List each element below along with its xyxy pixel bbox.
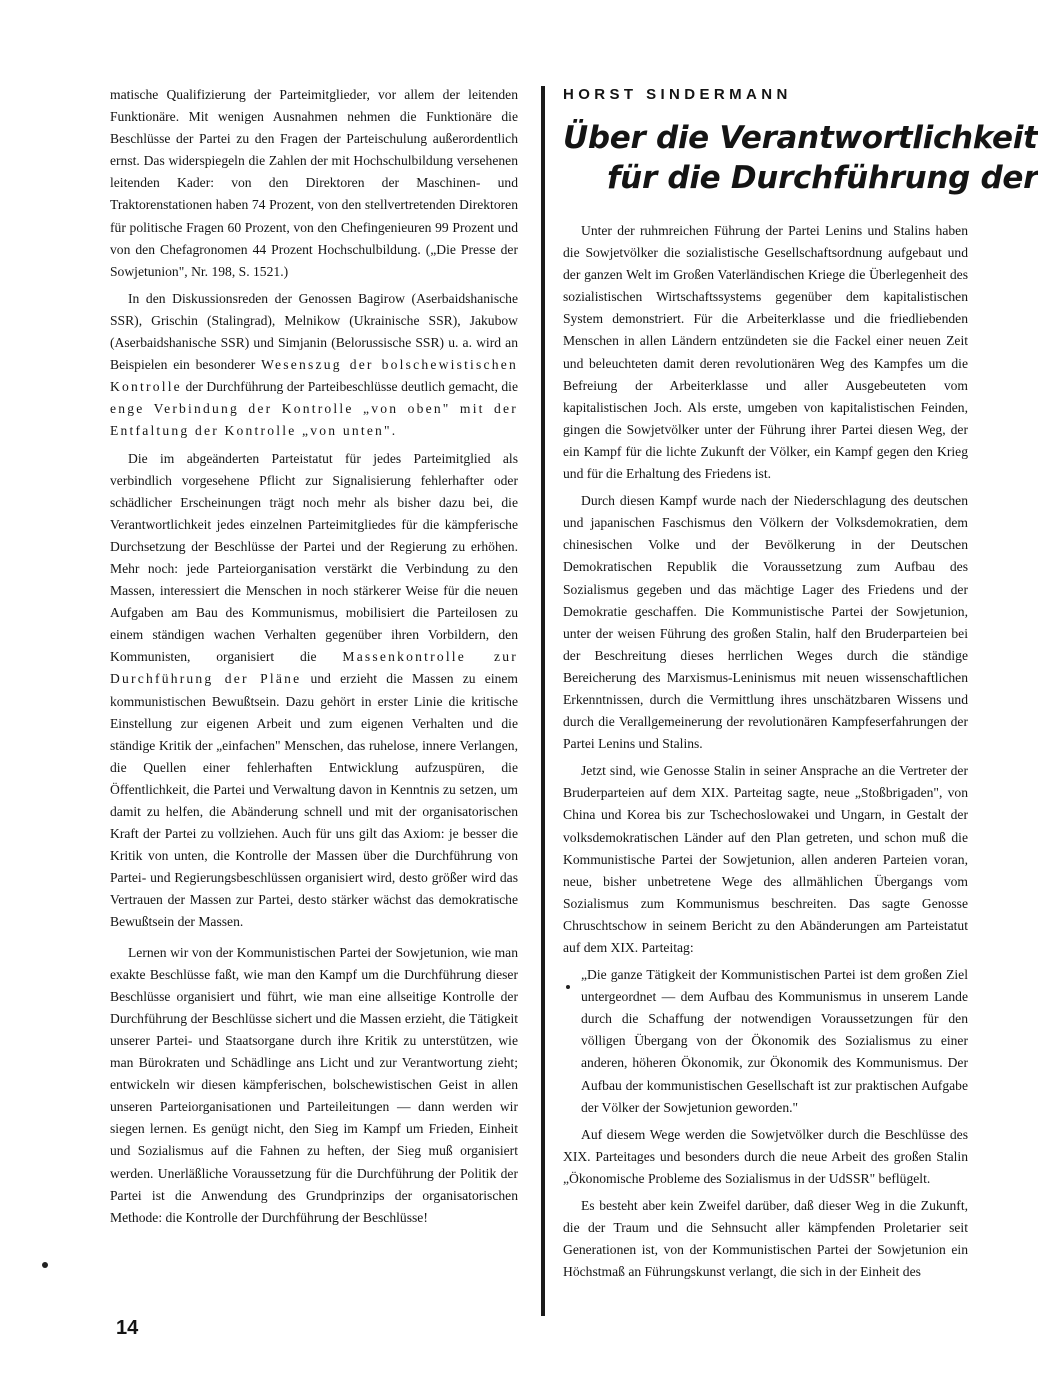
right-paragraph-5: Es besteht aber kein Zweifel darüber, daß dieser Weg in die Zukunft, die der Traum und die Sehnsucht aller kämpfenden Proletarier seit Generationen ist, von der Kommunistischen Partei der Sowjetunion ein Höchstmaß an Führungskunst verlangt, die sich in der Einheit des xyxy=(563,1198,968,1280)
ink-speck xyxy=(42,1262,48,1268)
article-title-line-1: Über die Verantwortlichkeit xyxy=(563,120,1038,156)
right-paragraph-1: Unter der ruhmreichen Führung der Partei Lenins und Stalins haben die Sowjetvölker die sozialistische Gesellschaftsordnung aufgebaut und der ganzen Welt im Großen Vaterländischen Kriege die Überlegenheit des sozialistischen Wirtschaftssystems gegenüber dem kapitalistischen System demonstriert. Für die Arbeiterklasse und die friedliebenden Menschen in allen Ländern entzündeten sie die Fackel einer neuen Zeit und beleuchteten damit deren revolutionären Weg des Kampfes um die Befreiung der Arbeiterklasse und aller Ausgebeuteten vom kapitalistischen Joch. Als erste, umgeben von kapitalistischen Feinden, gingen die Sowjetvölker unter der Führung ihrer Partei diesen Weg, der ein Kampf für die lichte Zukunft der Völker, ein Kampf gegen den Krieg und für die Erhaltung des Friedens ist. xyxy=(563,223,968,482)
left-paragraph-3-text-a: Die im abgeänderten Parteistatut für jedes Parteimitglied als verbindlich vorgesehene Pflicht zur Signalisierung fehlerhafter oder schädlicher Erscheinungen trägt noch mehr als bisher dazu bei, die Verantwortlichkeit jedes einzelnen Parteimitgliedes für die kämpferische Durchsetzung der Beschlüsse der Partei und der Regierung zu erhöhen. Mehr noch: jede Parteiorganisation verstärkt die Verbindung zu den Massen, interessiert die Menschen in noch stärkerer Weise für die neuen Aufgaben am Bau des Kommunismus, mobilisiert die Parteilosen zu einem ständigen wachen Verhalten gegenüber ihren Vorbildern, den Kommunisten, organisiert die xyxy=(110,450,518,665)
spaced-emphasis-2: enge Verbindung der Kontrolle „von oben" mit der Entfaltung der Kontrolle „von unten". xyxy=(110,401,518,439)
quotation-block: „Die ganze Tätigkeit der Kommunistischen Partei ist dem großen Ziel untergeordnet — dem Aufbau des Kommunismus in unserem Lande durch die Schaffung der notwendigen Voraussetzungen für den völligen Übergang von der Ökonomik des Sozialismus zu einer anderen, höheren Ökonomik, zur Ökonomik des Kommunismus. Der Aufbau der kommunistischen Gesellschaft ist zur praktischen Aufgabe der Völker der Sowjetunion geworden." xyxy=(581,967,968,1115)
left-paragraph-3-text-c: und erzieht die Massen zu einem kommunistischen Bewußtsein. Dazu gehört in erster Linie die kritische Einstellung zur eigenen Arbeit und zum eigenen Verhalten und die ständige Kritik der „einfachen" Menschen, das ruhelose, innere Verlangen, die Quellen einer fehlerhaften Entwicklung aufzuspüren, die Öffentlichkeit, die Partei und Verwaltung davon in Kenntnis zu setzen, um damit zu helfen, die Abänderung schnell und mit der organisatorischen Kraft der Partei zu vollziehen. Auch für uns gilt das Axiom: je besser die Kritik von unten, die Kontrolle der Massen über die Durchführung von Partei- und Regierungsbeschlüssen organisiert wird, desto größer wird das Vertrauen der Massen zur Partei, desto stärker wächst das demokratische Bewußtsein der Massen. xyxy=(110,671,519,930)
article-title xyxy=(563,118,1038,198)
left-paragraph-1: matische Qualifizierung der Parteimitglieder, vor allem der leitenden Funktionäre. Mit wenigen Ausnahmen nehmen die Funktionäre die Beschlüsse der Partei zu den Fragen der Parteischulung außerordentlich ernst. Das widerspiegeln die Zahlen der mit Hochschulbildung versehenen leitenden Kader: von den Direktoren der Maschinen- und Traktorenstationen haben 74 Prozent, von den stellvertretenden Direktoren für politische Fragen 60 Prozent, von den Chefingenieuren 99 Prozent und von den Chefagronomen 44 Prozent Hochschulbildung. („Die Presse der Sowjetunion", Nr. 198, S. 1521.) xyxy=(110,87,518,279)
left-paragraph-2-text-c: der Durchführung der Parteibeschlüsse deutlich gemacht, die xyxy=(185,379,518,395)
page-number: 14 xyxy=(116,1317,139,1339)
left-paragraph-2 xyxy=(110,288,518,443)
right-paragraph-3: Jetzt sind, wie Genosse Stalin in seiner Ansprache an die Vertreter der Bruderparteien auf dem XIX. Parteitag sagte, neue „Stoßbrigaden", von China und Korea bis zur Tschechoslowakei und Ungarn, in Gestalt der volksdemokratischen Länder auf den Plan getreten, und schon muß die Kommunistische Partei der Sowjetunion, allen anderen Parteien voran, neue, bisher unbetretene Wege des allmählichen Übergangs vom Sozialismus zum Kommunismus beschreiten. Das sagte Genosse Chruschtschow in seinem Bericht zu den Abänderungen am Parteistatut auf dem XIX. Parteitag: xyxy=(563,763,968,955)
left-paragraph-3 xyxy=(110,448,518,934)
left-paragraph-2-text-a: In den Diskussionsreden der Genossen Bagirow (Aserbaidshanische SSR), Grischin (Stalingrad), Melnikow (Ukrainische SSR), Jakubow (Aserbaidshanische SSR) und Simjanin (Belorussische SSR) u. a. wird an Beispielen ein besonderer xyxy=(110,290,518,373)
ink-speck xyxy=(566,985,570,989)
spaced-emphasis-3: Massenkontrolle zur Durchführung der Pläne xyxy=(110,649,518,687)
right-paragraph-4: Auf diesem Wege werden die Sowjetvölker durch die Beschlüsse des XIX. Parteitages und besonders durch die neue Arbeit des großen Stalin „Ökonomische Probleme des Sozialismus in der UdSSR" beflügelt. xyxy=(563,1126,968,1186)
right-column xyxy=(563,84,1038,1288)
left-column xyxy=(110,84,518,1234)
right-paragraph-2: Durch diesen Kampf wurde nach der Niederschlagung des deutschen und japanischen Faschismus den Völkern der Volksdemokratien, dem chinesischen Volke und der Bevölkerung in der Deutschen Demokratischen Republik die Voraussetzung zum Aufbau des Sozialismus gegeben und das mächtige Lager des Friedens und der Demokratie geschaffen. Die Kommunistische Partei der Sowjetunion, unter der weisen Führung des großen Stalin, half den Bruderparteien bei der Beschreitung dieses herrlichen Weges durch die ständige Bereicherung des Marxismus-Leninismus mit neuen wissenschaftlichen Erkenntnissen, durch die Vermittlung ihres unschätzbaren Wissens und durch die Verallgemeinerung der revolutionären Kampfeserfahrungen der Partei Lenins und Stalins. xyxy=(563,493,968,752)
spaced-emphasis-1: Wesenszug der bolschewistischen Kontrolle xyxy=(110,357,518,395)
left-paragraph-4: Lernen wir von der Kommunistischen Partei der Sowjetunion, wie man exakte Beschlüsse faßt, wie man den Kampf um die Durchführung dieser Beschlüsse organisiert und führt, wie man eine allseitige Kontrolle der Durchführung der Beschlüsse sichert und die Massen erzieht, die Tätigkeit unserer Partei- und Staatsorgane durch ihre Kritik zu unterstützen, wie man Bürokraten und Schädlinge ans Licht und zur Verantwortung zieht; entwickeln wir diesen kämpferischen, bolschewistischen Geist in allen unseren Parteiorganisationen und Parteileitungen — dann werden wir siegen lernen. Es genügt nicht, den Sieg im Kampf um Frieden, Einheit und Sozialismus auf die Fahnen zu heften, der Sieg muß organisiert werden. Unerläßliche Voraussetzung für die Durchführung der Politik der Partei ist die Anwendung des Grundprinzips der organisatorischen Methode: die Kontrolle der Durchführung der Beschlüsse! xyxy=(110,944,518,1225)
article-body xyxy=(563,220,968,1283)
author-name: HORST SINDERMANN xyxy=(563,86,792,103)
article-title-line-2: für die Durchführung der xyxy=(607,160,1038,196)
column-divider xyxy=(541,86,545,1316)
